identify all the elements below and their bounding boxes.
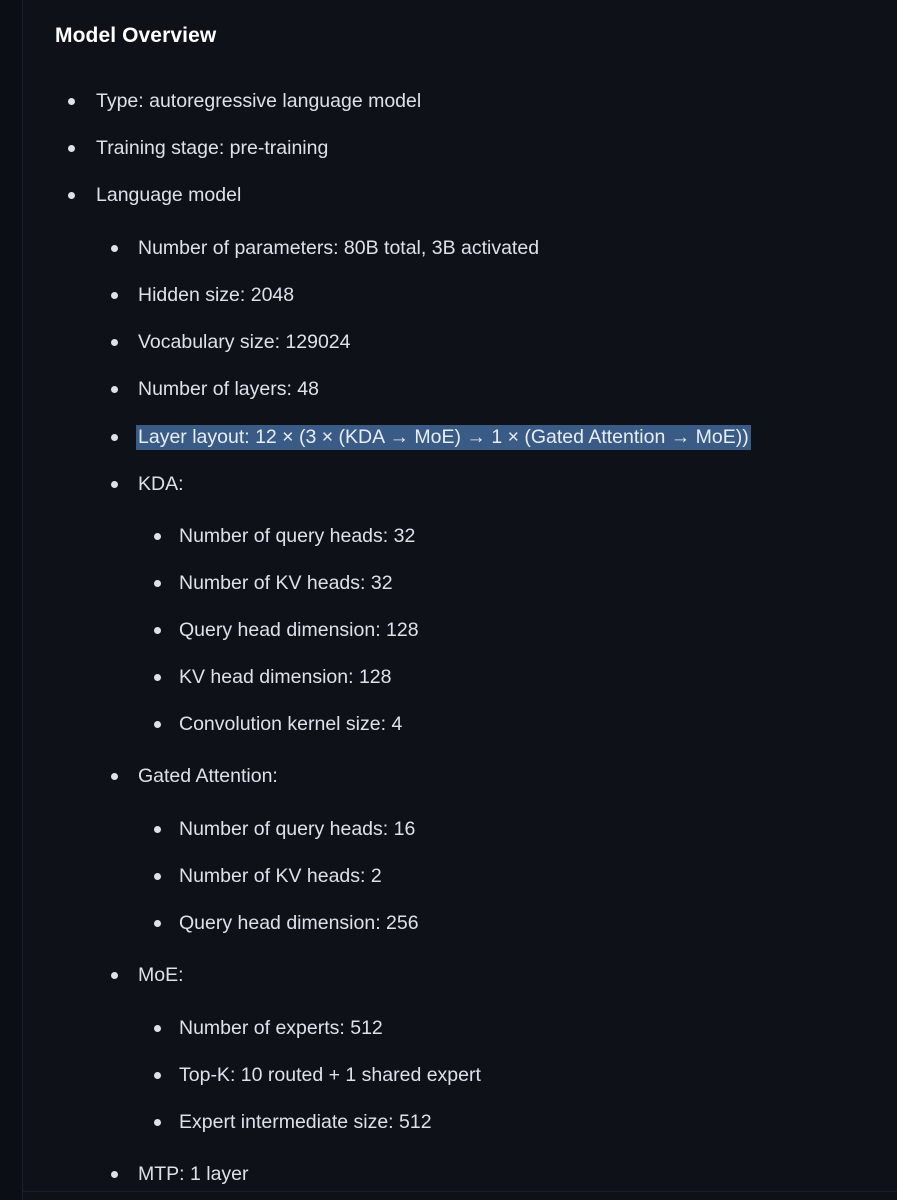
- list-item-text: Number of layers: 48: [138, 378, 319, 400]
- bullet-icon: [111, 481, 118, 488]
- bullet-icon: [154, 721, 161, 728]
- list-item-text: Number of KV heads: 32: [179, 572, 393, 594]
- bullet-icon: [111, 1171, 118, 1178]
- bullet-icon: [68, 145, 75, 152]
- bullet-icon: [154, 580, 161, 587]
- bullet-icon: [154, 920, 161, 927]
- list-item-text: Language model: [96, 184, 242, 206]
- list-item-text: KV head dimension: 128: [179, 666, 392, 688]
- bullet-icon: [111, 972, 118, 979]
- left-rail: [0, 0, 23, 1200]
- bullet-icon: [68, 98, 75, 105]
- bullet-icon: [111, 292, 118, 299]
- bullet-icon: [154, 873, 161, 880]
- list-item-text: Query head dimension: 128: [179, 619, 419, 641]
- markdown-content: [23, 0, 897, 1200]
- list-item-text: Number of parameters: 80B total, 3B activated: [138, 237, 540, 259]
- bullet-icon: [154, 826, 161, 833]
- list-item-text: Query head dimension: 256: [179, 912, 419, 934]
- bullet-icon: [154, 627, 161, 634]
- list-item-text: Training stage: pre-training: [96, 137, 329, 159]
- bullet-icon: [111, 434, 118, 441]
- list-item-text: Number of query heads: 32: [179, 525, 416, 547]
- bullet-icon: [154, 1072, 161, 1079]
- list-item-text: Number of KV heads: 2: [179, 865, 382, 887]
- bullet-icon: [111, 386, 118, 393]
- bullet-icon: [154, 674, 161, 681]
- list-item-text: KDA:: [138, 473, 184, 495]
- list-item-text: Top-K: 10 routed + 1 shared expert: [179, 1064, 481, 1086]
- list-item-text: Number of experts: 512: [179, 1017, 383, 1039]
- list-item-text: MoE:: [138, 964, 184, 986]
- selected-text[interactable]: Layer layout: 12 × (3 × (KDA → MoE) → 1 × (Gated Attention → MoE)): [138, 426, 749, 448]
- list-item-text: Convolution kernel size: 4: [179, 713, 403, 735]
- list-item-text: Number of query heads: 16: [179, 818, 416, 840]
- bullet-icon: [154, 1025, 161, 1032]
- bullet-icon: [154, 533, 161, 540]
- bullet-icon: [68, 192, 75, 199]
- bullet-icon: [154, 1119, 161, 1126]
- bullet-icon: [111, 773, 118, 780]
- list-item-text: Vocabulary size: 129024: [138, 331, 351, 353]
- section-heading: Model Overview: [55, 24, 217, 47]
- list-item-text: Expert intermediate size: 512: [179, 1111, 432, 1133]
- list-item-text: Type: autoregressive language model: [96, 90, 422, 112]
- list-item-text: Gated Attention:: [138, 765, 278, 787]
- list-item-text: Hidden size: 2048: [138, 284, 295, 306]
- list-item-text: MTP: 1 layer: [138, 1163, 249, 1185]
- bullet-icon: [111, 339, 118, 346]
- bullet-icon: [111, 245, 118, 252]
